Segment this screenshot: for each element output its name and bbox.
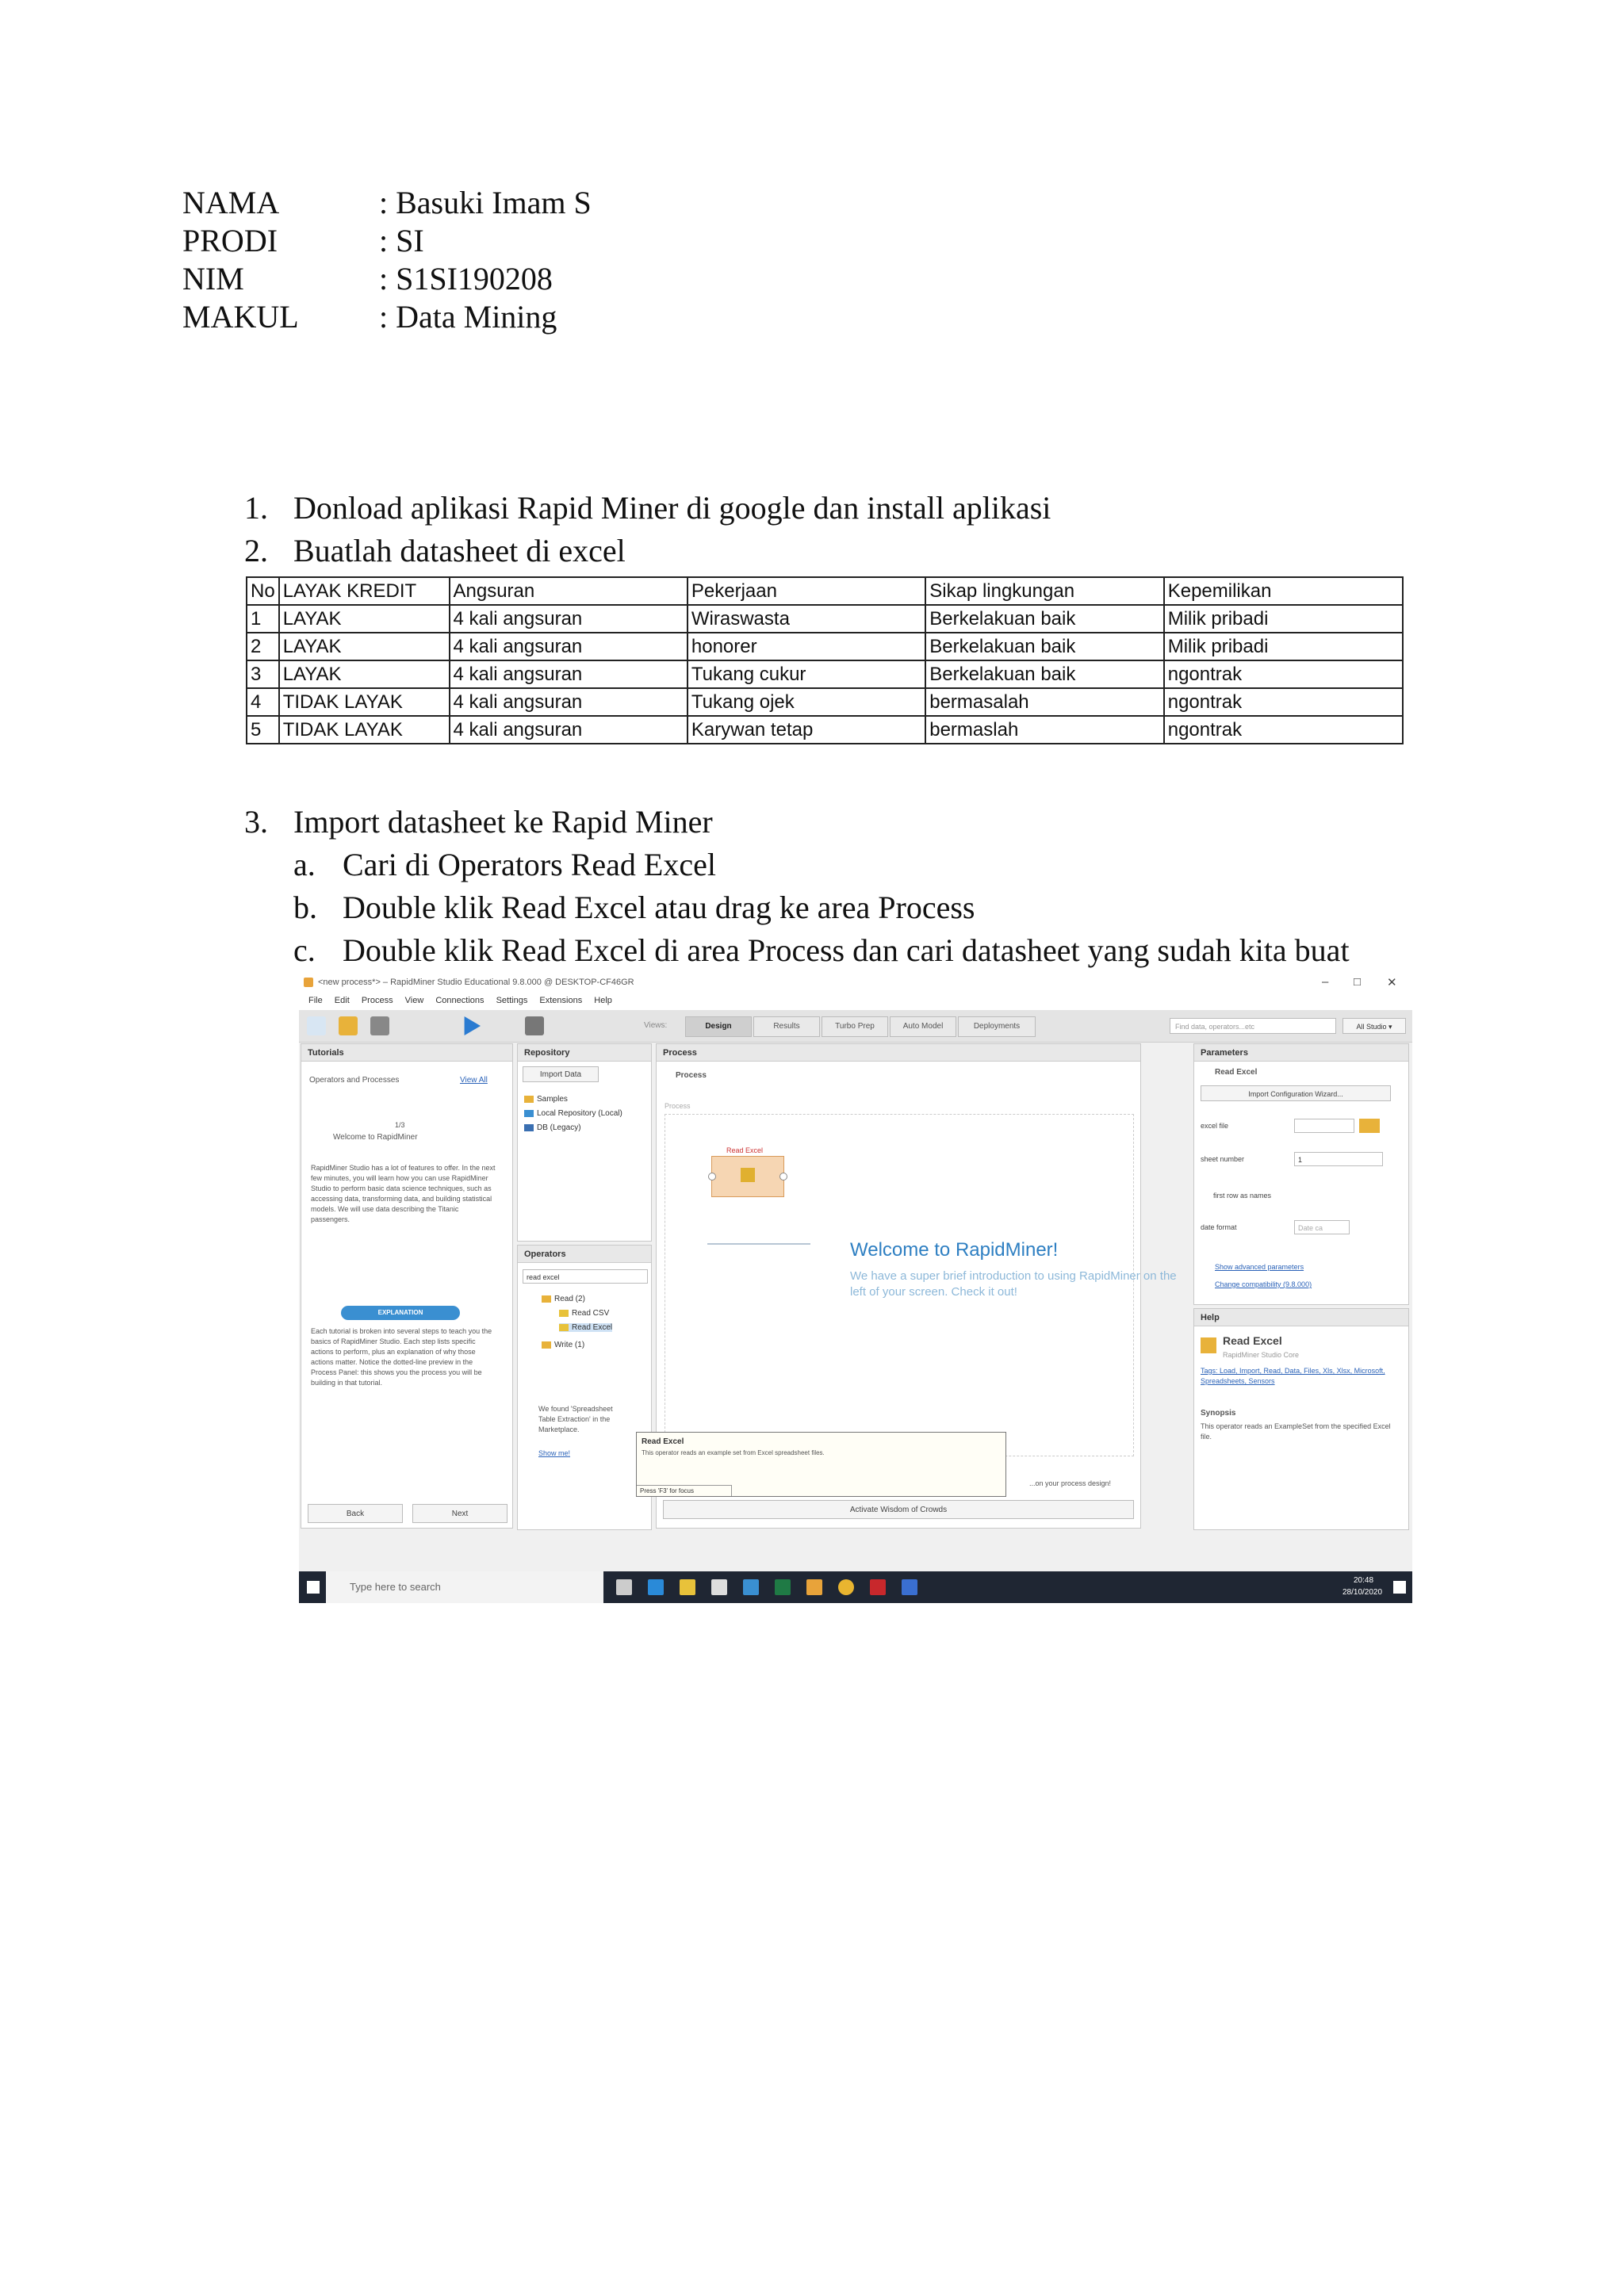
tutorial-page: 1/3 [395, 1121, 405, 1129]
tutorials-title: Tutorials [301, 1044, 512, 1062]
windows-taskbar [299, 1571, 1412, 1603]
read-excel-help-icon [1201, 1337, 1216, 1353]
operators-panel [517, 1245, 652, 1530]
close-icon[interactable]: ✕ [1387, 976, 1397, 989]
table-row [247, 660, 1403, 688]
table-cell: LAYAK [279, 660, 450, 688]
operator-group-read[interactable]: Read (2) [542, 1295, 585, 1303]
welcome-subtext: We have a super brief introduction to using RapidMiner on the left of your screen. Check it out! [850, 1269, 1177, 1299]
marketplace-hint: We found 'Spreadsheet Table Extraction' in the Marketplace. [538, 1405, 613, 1433]
tooltip-title: Read Excel [642, 1437, 684, 1446]
tutorial-back-button[interactable]: Back [308, 1504, 403, 1523]
folder-icon [524, 1096, 534, 1103]
table-cell: 4 [247, 688, 279, 716]
table-cell: TIDAK LAYAK [279, 688, 450, 716]
file-explorer-icon[interactable] [680, 1579, 695, 1595]
step-2: 2. Buatlah datasheet di excel [244, 533, 626, 568]
taskbar-date: 28/10/2020 [1342, 1588, 1383, 1597]
step-3-title: 3. Import datasheet ke Rapid Miner [244, 804, 713, 840]
table-header-cell: Kepemilikan [1164, 577, 1403, 605]
table-cell: 4 kali angsuran [450, 633, 688, 660]
window-title: <new process*> – RapidMiner Studio Educational 9.8.000 @ DESKTOP-CF46GR [318, 978, 634, 987]
main-toolbar [299, 1010, 1412, 1043]
new-process-icon[interactable] [307, 1016, 326, 1035]
tutorial-welcome: Welcome to RapidMiner [333, 1133, 418, 1142]
table-cell: Milik pribadi [1164, 605, 1403, 633]
edge-icon[interactable] [648, 1579, 664, 1595]
tooltip-footer: Press 'F3' for focus [637, 1485, 732, 1496]
show-advanced-link[interactable]: Show advanced parameters [1215, 1263, 1304, 1271]
minimize-icon[interactable]: – [1322, 975, 1329, 989]
operators-title: Operators [518, 1246, 651, 1263]
student-info [182, 184, 592, 336]
repository-panel [517, 1043, 652, 1242]
view-all-link[interactable]: View All [460, 1076, 488, 1085]
repository-title: Repository [518, 1044, 651, 1062]
process-title: Process [657, 1044, 1140, 1062]
help-tags[interactable]: Tags: Load, Import, Read, Data, Files, Xls, Xlsx, Microsoft, Spreadsheets, Sensors [1201, 1367, 1385, 1385]
help-title: Help [1194, 1309, 1408, 1326]
maximize-icon[interactable]: □ [1354, 975, 1362, 989]
help-operator-name: Read Excel [1223, 1334, 1282, 1347]
table-cell: Berkelakuan baik [925, 633, 1163, 660]
pointer-arrow-icon [707, 1243, 810, 1245]
help-synopsis-text: This operator reads an ExampleSet from the specified Excel file. [1201, 1422, 1391, 1441]
import-data-button[interactable]: Import Data [523, 1066, 599, 1082]
table-cell: Karywan tetap [688, 716, 925, 744]
task-view-icon[interactable] [616, 1579, 632, 1595]
tutorial-explain-text: Each tutorial is broken into several steps to teach you the basics of RapidMiner Studio. Each step lists specific actions to perform, plus an explanation of why those actions matter. Notice the dotted-line preview in the Process Panel: this shows you the process you will be building in that tutorial. [311, 1327, 492, 1387]
table-header-cell: No [247, 577, 279, 605]
step-3b: b. Double klik Read Excel atau drag ke area Process [293, 890, 975, 925]
table-cell: Wiraswasta [688, 605, 925, 633]
menu-bar [299, 993, 1412, 1010]
table-cell: 5 [247, 716, 279, 744]
tab-design[interactable]: Design [685, 1016, 752, 1037]
import-wizard-button[interactable]: Import Configuration Wizard... [1201, 1085, 1391, 1101]
tutorial-next-button[interactable]: Next [412, 1504, 508, 1523]
menu-process[interactable]: Process [361, 996, 393, 1005]
param-date-format-label: date format [1201, 1223, 1237, 1231]
table-cell: 4 kali angsuran [450, 716, 688, 744]
folder-browse-icon[interactable] [1359, 1119, 1380, 1133]
explanation-badge: EXPLANATION [341, 1306, 460, 1320]
table-cell: 4 kali angsuran [450, 605, 688, 633]
welcome-heading: Welcome to RapidMiner! [850, 1239, 1059, 1261]
step-1: 1. Donload aplikasi Rapid Miner di google dan install aplikasi [244, 490, 1051, 526]
repo-item-db[interactable]: DB (Legacy) [524, 1123, 581, 1132]
param-first-row-label[interactable]: first row as names [1213, 1192, 1272, 1200]
help-synopsis-title: Synopsis [1201, 1409, 1236, 1418]
table-cell: 2 [247, 633, 279, 660]
parameters-operator: Read Excel [1215, 1068, 1258, 1077]
change-compatibility-link[interactable]: Change compatibility (9.8.000) [1215, 1280, 1312, 1288]
app-logo-icon [304, 978, 313, 987]
taskbar-time: 20:48 [1354, 1576, 1374, 1585]
wisdom-of-crowds-button[interactable]: Activate Wisdom of Crowds [663, 1500, 1134, 1519]
tooltip-body: This operator reads an example set from Excel spreadsheet files. [642, 1449, 825, 1456]
repo-item-samples[interactable]: Samples [524, 1095, 568, 1104]
process-canvas-label: Process [665, 1102, 691, 1110]
help-panel [1193, 1308, 1409, 1530]
steps-list [244, 487, 1481, 572]
open-folder-icon[interactable] [339, 1016, 358, 1035]
process-hint: ...on your process design! [1029, 1479, 1112, 1487]
menu-connections[interactable]: Connections [435, 996, 485, 1005]
menu-extensions[interactable]: Extensions [539, 996, 583, 1005]
table-cell: Berkelakuan baik [925, 660, 1163, 688]
table-cell: LAYAK [279, 605, 450, 633]
operator-tooltip [636, 1432, 1006, 1497]
param-sheet-number-label: sheet number [1201, 1155, 1245, 1163]
taskbar-search-input[interactable]: Type here to search [326, 1571, 603, 1603]
excel-icon[interactable] [775, 1579, 791, 1595]
param-excel-file-label: excel file [1201, 1122, 1229, 1130]
table-cell: Berkelakuan baik [925, 605, 1163, 633]
database-icon [524, 1124, 534, 1131]
notification-icon[interactable] [1393, 1581, 1406, 1594]
repository-icon [524, 1110, 534, 1117]
table-cell: 4 kali angsuran [450, 660, 688, 688]
menu-help[interactable]: Help [594, 996, 612, 1005]
table-row [247, 716, 1403, 744]
table-cell: ngontrak [1164, 660, 1403, 688]
excel-file-icon [741, 1168, 755, 1182]
table-header-cell: LAYAK KREDIT [279, 577, 450, 605]
global-search-input[interactable]: Find data, operators...etc [1170, 1018, 1336, 1034]
operator-group-write[interactable]: Write (1) [542, 1341, 584, 1349]
mail-icon[interactable] [743, 1579, 759, 1595]
operator-read-excel[interactable]: Read Excel [559, 1323, 612, 1332]
help-operator-sub: RapidMiner Studio Core [1223, 1351, 1300, 1359]
tutorials-panel [301, 1043, 513, 1529]
process-breadcrumb[interactable]: Process [676, 1071, 707, 1080]
menu-edit[interactable]: Edit [334, 996, 350, 1005]
info-row-nim: NIM : S1SI190208 [182, 261, 553, 297]
table-header-cell: Sikap lingkungan [925, 577, 1163, 605]
views-label: Views: [644, 1021, 668, 1030]
parameters-panel [1193, 1043, 1409, 1305]
table-cell: bermaslah [925, 716, 1163, 744]
node-input-port[interactable] [708, 1173, 716, 1181]
show-me-link[interactable]: Show me! [538, 1449, 571, 1457]
repo-item-local[interactable]: Local Repository (Local) [524, 1109, 622, 1118]
rapidminer-screenshot [299, 974, 1412, 1603]
table-cell: Milik pribadi [1164, 633, 1403, 660]
excel-file-input[interactable] [1294, 1119, 1354, 1133]
run-icon[interactable] [462, 1016, 481, 1035]
node-label: Read Excel [726, 1146, 764, 1154]
tab-results[interactable]: Results [753, 1016, 820, 1037]
folder-icon [542, 1341, 551, 1349]
sheet-number-input[interactable]: 1 [1294, 1152, 1383, 1166]
tab-deployments[interactable]: Deployments [958, 1016, 1036, 1037]
table-cell: ngontrak [1164, 688, 1403, 716]
window-titlebar [299, 974, 1412, 993]
read-csv-icon [559, 1310, 569, 1317]
info-row-makul: MAKUL : Data Mining [182, 299, 557, 335]
table-row [247, 605, 1403, 633]
stop-icon[interactable] [525, 1016, 544, 1035]
read-excel-icon [559, 1324, 569, 1331]
table-row [247, 633, 1403, 660]
table-cell: ngontrak [1164, 716, 1403, 744]
step-3 [244, 801, 1592, 972]
table-cell: Tukang cukur [688, 660, 925, 688]
tab-turbo-prep[interactable]: Turbo Prep [822, 1016, 888, 1037]
operator-read-csv[interactable]: Read CSV [559, 1309, 609, 1318]
folder-icon [542, 1295, 551, 1303]
store-icon[interactable] [711, 1579, 727, 1595]
operator-search-input[interactable]: read excel [523, 1269, 648, 1284]
step-3c: c. Double klik Read Excel di area Process dan cari datasheet yang sudah kita buat [293, 932, 1350, 968]
tutorials-nav: Operators and Processes [309, 1076, 400, 1085]
read-excel-node[interactable] [711, 1146, 784, 1197]
table-cell: Tukang ojek [688, 688, 925, 716]
table-header-row [247, 577, 1403, 605]
node-output-port[interactable] [779, 1173, 787, 1181]
app-icon[interactable] [902, 1579, 917, 1595]
table-cell: 3 [247, 660, 279, 688]
table-cell: TIDAK LAYAK [279, 716, 450, 744]
menu-file[interactable]: File [308, 996, 323, 1005]
table-row [247, 688, 1403, 716]
menu-view[interactable]: View [404, 996, 424, 1005]
step-3a: a. Cari di Operators Read Excel [293, 847, 716, 882]
table-cell: honorer [688, 633, 925, 660]
table-header-cell: Angsuran [450, 577, 688, 605]
date-format-select[interactable]: Date ca [1294, 1220, 1350, 1234]
windows-start-icon[interactable] [307, 1581, 320, 1594]
menu-settings[interactable]: Settings [496, 996, 528, 1005]
info-row-nama: NAMA : Basuki Imam S [182, 185, 592, 220]
acrobat-icon[interactable] [870, 1579, 886, 1595]
save-icon[interactable] [370, 1016, 389, 1035]
chrome-icon[interactable] [838, 1579, 854, 1595]
table-cell: 4 kali angsuran [450, 688, 688, 716]
table-cell: bermasalah [925, 688, 1163, 716]
parameters-title: Parameters [1194, 1044, 1408, 1062]
datasheet-table [246, 576, 1404, 744]
tutorial-body: RapidMiner Studio has a lot of features to offer. In the next few minutes, you will learn how you can use RapidMiner Studio to perform basic data science techniques, such as accessing data, transforming data, and building statistical models. We will use data describing the Titanic passengers. [311, 1164, 496, 1223]
table-cell: LAYAK [279, 633, 450, 660]
table-header-cell: Pekerjaan [688, 577, 925, 605]
studio-dropdown[interactable]: All Studio ▾ [1342, 1018, 1406, 1034]
table-cell: 1 [247, 605, 279, 633]
info-row-prodi: PRODI : SI [182, 223, 424, 258]
tab-auto-model[interactable]: Auto Model [890, 1016, 956, 1037]
rapidminer-icon[interactable] [806, 1579, 822, 1595]
